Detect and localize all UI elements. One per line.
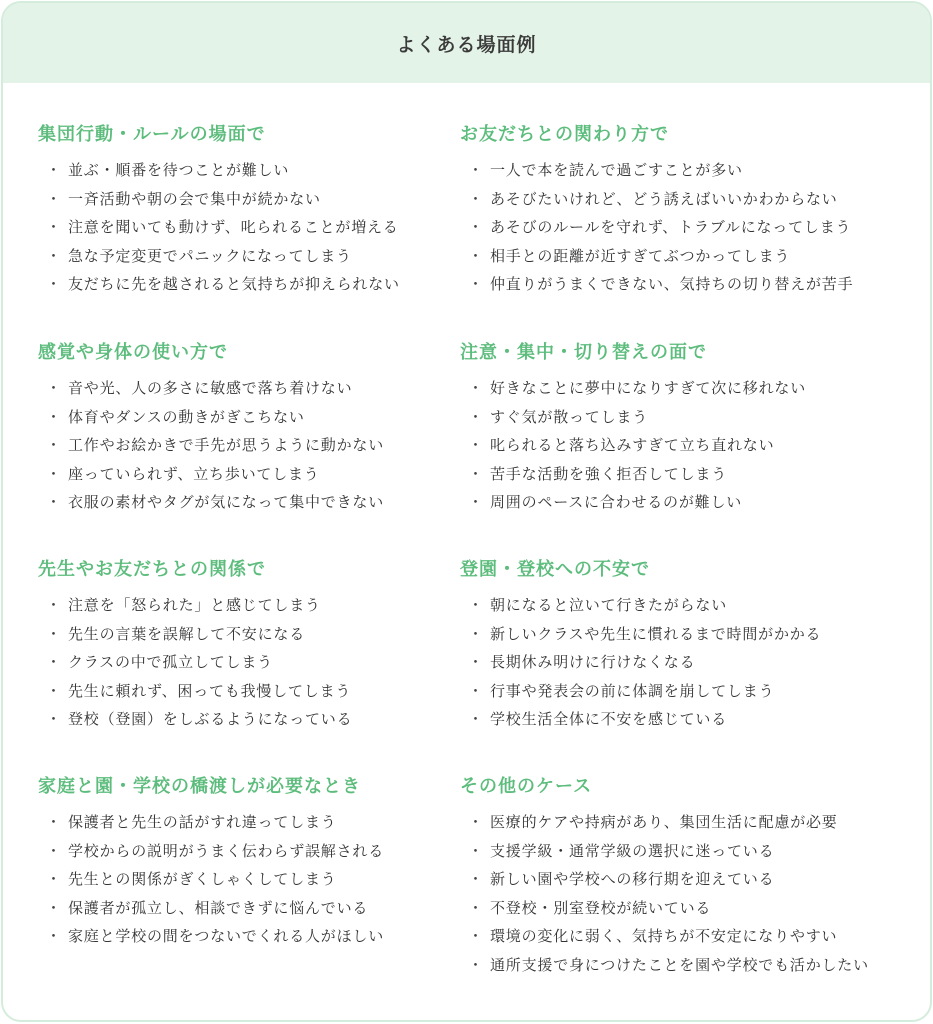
list-item (460, 951, 869, 980)
list-item (460, 591, 821, 620)
list-item (460, 431, 806, 460)
section-school-anxiety (460, 557, 900, 728)
bullet-icon: ・ (468, 464, 484, 483)
bullet-icon: ・ (468, 898, 484, 917)
section-title: 家庭と園・学校の橋渡しが必要なとき (38, 776, 361, 797)
section-friend-relations (460, 122, 900, 293)
list-item (460, 808, 869, 837)
list-item (38, 242, 400, 271)
bullet-icon: ・ (468, 681, 484, 700)
list-item (38, 374, 384, 403)
bullet-icon: ・ (468, 596, 484, 614)
list-item-text: 叱られると落ち込みすぎて立ち直れない (490, 436, 775, 454)
section-other-cases (460, 774, 900, 974)
bullet-icon: ・ (46, 493, 62, 511)
list-item-text: 注意を「怒られた」と感じてしまう (68, 596, 321, 614)
list-item-text: 周囲のペースに合わせるのが難しい (490, 493, 743, 511)
bullet-icon: ・ (46, 898, 62, 917)
bullet-icon: ・ (468, 218, 484, 236)
list-item (460, 894, 869, 923)
list-item (460, 270, 853, 299)
list-item-text: すぐ気が散ってしまう (490, 407, 649, 426)
list-item (38, 270, 400, 299)
section-title: 先生やお友だちとの関係で (38, 559, 266, 580)
bullet-icon: ・ (468, 275, 484, 293)
list-item-text: 学校からの説明がうまく伝わらず誤解される (68, 841, 385, 860)
section-sensory-body (38, 340, 478, 511)
bullet-icon: ・ (468, 841, 484, 860)
section-title: 感覚や身体の使い方で (38, 342, 228, 363)
list-item-text: クラスの中で孤立してしまう (68, 653, 273, 671)
list-item-text: 並ぶ・順番を待つことが難しい (68, 161, 290, 179)
bullet-icon: ・ (468, 189, 484, 208)
section-list (460, 808, 869, 979)
section-list (38, 591, 352, 734)
list-item (460, 156, 853, 185)
bullet-icon: ・ (468, 493, 484, 511)
list-item-text: 先生の言葉を誤解して不安になる (68, 624, 306, 643)
list-item (38, 837, 384, 866)
section-list (460, 156, 853, 299)
section-list (38, 374, 384, 517)
list-item (460, 922, 869, 951)
list-item-text: 体育やダンスの動きがぎこちない (68, 407, 305, 426)
list-item (38, 213, 400, 242)
list-item (460, 403, 806, 432)
list-item-text: 登校（登園）をしぶるようになっている (68, 710, 353, 728)
scenes-card (1, 1, 932, 1022)
bullet-icon: ・ (468, 870, 484, 888)
list-item-text: 先生に頼れず、困っても我慢してしまう (68, 681, 352, 700)
bullet-icon: ・ (46, 218, 62, 236)
card-title: よくある場面例 (396, 33, 537, 56)
list-item (460, 620, 821, 649)
list-item (38, 648, 352, 677)
list-item-text: 通所支援で身につけたことを園や学校でも活かしたい (490, 955, 869, 974)
list-item-text: 一人で本を読んで過ごすことが多い (490, 161, 743, 179)
section-title: 登園・登校への不安で (460, 559, 650, 580)
list-item (38, 460, 384, 489)
list-item-text: 衣服の素材やタグが気になって集中できない (68, 493, 385, 511)
section-home-school-bridge (38, 774, 478, 945)
section-title: 注意・集中・切り替えの面で (460, 342, 707, 363)
bullet-icon: ・ (468, 161, 484, 179)
list-item (460, 837, 869, 866)
section-list (38, 808, 384, 951)
list-item (38, 403, 384, 432)
bullet-icon: ・ (46, 927, 62, 945)
bullet-icon: ・ (468, 246, 484, 265)
bullet-icon: ・ (46, 596, 62, 614)
list-item-text: 工作やお絵かきで手先が思うように動かない (68, 436, 385, 454)
bullet-icon: ・ (46, 275, 62, 293)
list-item-text: 急な予定変更でパニックになってしまう (68, 246, 352, 265)
bullet-icon: ・ (46, 653, 62, 671)
list-item (460, 374, 806, 403)
list-item (460, 648, 821, 677)
list-item (460, 865, 869, 894)
bullet-icon: ・ (46, 246, 62, 265)
bullet-icon: ・ (468, 624, 484, 643)
section-title: お友だちとの関わり方で (460, 124, 669, 145)
list-item-text: 相手との距離が近すぎてぶつかってしまう (490, 246, 791, 265)
list-item-text: 苦手な活動を強く拒否してしまう (490, 464, 728, 483)
list-item (460, 213, 853, 242)
section-list (460, 374, 806, 517)
list-item-text: 環境の変化に弱く、気持ちが不安定になりやすい (490, 927, 838, 945)
bullet-icon: ・ (46, 710, 62, 728)
list-item (38, 591, 352, 620)
bullet-icon: ・ (46, 161, 62, 179)
list-item-text: 音や光、人の多さに敏感で落ち着けない (68, 379, 353, 397)
list-item-text: 長期休み明けに行けなくなる (490, 653, 696, 671)
list-item-text: 朝になると泣いて行きたがらない (490, 596, 728, 614)
list-item-text: 保護者と先生の話がすれ違ってしまう (68, 813, 337, 831)
list-item (38, 894, 384, 923)
bullet-icon: ・ (46, 189, 62, 208)
bullet-icon: ・ (468, 407, 484, 426)
list-item (38, 431, 384, 460)
bullet-icon: ・ (46, 379, 62, 397)
list-item-text: 注意を聞いても動けず、叱られることが増える (68, 218, 399, 236)
section-list (38, 156, 400, 299)
list-item-text: 好きなことに夢中になりすぎて次に移れない (490, 379, 807, 397)
list-item (460, 677, 821, 706)
list-item-text: 行事や発表会の前に体調を崩してしまう (490, 681, 775, 700)
list-item-text: 家庭と学校の間をつないでくれる人がほしい (68, 927, 385, 945)
list-item-text: 不登校・別室登校が続いている (490, 898, 712, 917)
bullet-icon: ・ (468, 436, 484, 454)
bullet-icon: ・ (46, 870, 62, 888)
section-title: 集団行動・ルールの場面で (38, 124, 266, 145)
section-attention-focus (460, 340, 900, 511)
list-item (38, 705, 352, 734)
bullet-icon: ・ (46, 436, 62, 454)
card-header (3, 3, 930, 83)
bullet-icon: ・ (46, 464, 62, 483)
list-item (38, 677, 352, 706)
bullet-icon: ・ (468, 710, 484, 728)
section-group-rules (38, 122, 478, 293)
list-item (38, 620, 352, 649)
section-title: その他のケース (460, 776, 593, 797)
list-item-text: 新しい園や学校への移行期を迎えている (490, 870, 775, 888)
list-item (38, 865, 384, 894)
list-item (38, 922, 384, 951)
bullet-icon: ・ (468, 813, 484, 831)
list-item-text: あそびたいけれど、どう誘えばいいかわからない (490, 189, 838, 208)
list-item (460, 460, 806, 489)
list-item-text: 一斉活動や朝の会で集中が続かない (68, 189, 321, 208)
section-list (460, 591, 821, 734)
list-item (460, 242, 853, 271)
bullet-icon: ・ (46, 841, 62, 860)
list-item (38, 156, 400, 185)
list-item-text: 医療的ケアや持病があり、集団生活に配慮が必要 (490, 813, 838, 831)
list-item (38, 488, 384, 517)
bullet-icon: ・ (468, 379, 484, 397)
list-item (460, 488, 806, 517)
list-item-text: 支援学級・通常学級の選択に迷っている (490, 841, 775, 860)
list-item-text: 仲直りがうまくできない、気持ちの切り替えが苦手 (490, 275, 854, 293)
list-item (460, 185, 853, 214)
bullet-icon: ・ (46, 407, 62, 426)
bullet-icon: ・ (46, 624, 62, 643)
bullet-icon: ・ (468, 955, 484, 974)
bullet-icon: ・ (468, 653, 484, 671)
list-item-text: あそびのルールを守れず、トラブルになってしまう (490, 218, 852, 236)
bullet-icon: ・ (468, 927, 484, 945)
list-item-text: 学校生活全体に不安を感じている (490, 710, 728, 728)
list-item (38, 808, 384, 837)
list-item-text: 友だちに先を越されると気持ちが抑えられない (68, 275, 400, 293)
bullet-icon: ・ (46, 681, 62, 700)
list-item-text: 先生との関係がぎくしゃくしてしまう (68, 870, 337, 888)
bullet-icon: ・ (46, 813, 62, 831)
list-item-text: 新しいクラスや先生に慣れるまで時間がかかる (490, 624, 822, 643)
list-item (460, 705, 821, 734)
section-teacher-relations (38, 557, 478, 728)
list-item-text: 座っていられず、立ち歩いてしまう (68, 464, 320, 483)
list-item-text: 保護者が孤立し、相談できずに悩んでいる (68, 898, 369, 917)
list-item (38, 185, 400, 214)
